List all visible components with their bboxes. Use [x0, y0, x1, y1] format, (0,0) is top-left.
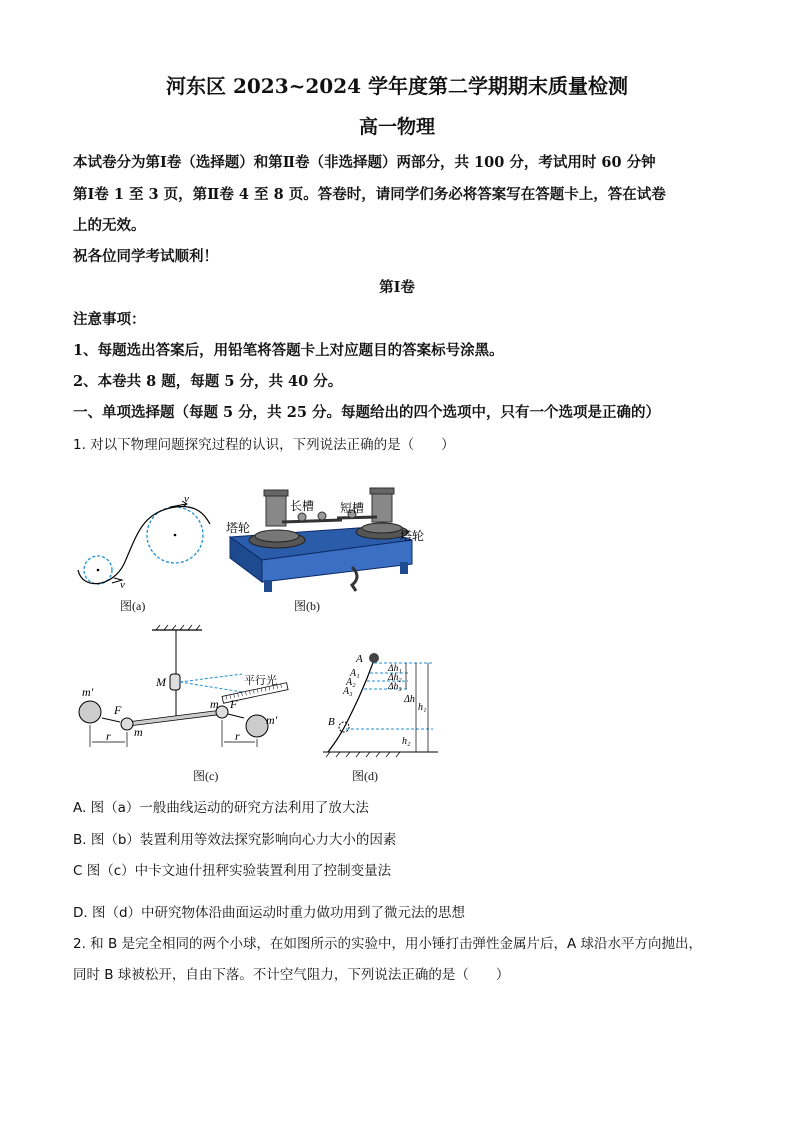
- fig-c-m-left: m: [134, 725, 143, 739]
- note-2: 2、本卷共 8 题，每题 5 分，共 40 分。: [73, 373, 343, 390]
- intro-line-1: 本试卷分为第Ⅰ卷（选择题）和第Ⅱ卷（非选择题）两部分，共 100 分，考试用时 60 分钟: [73, 154, 656, 171]
- fig-a-v-top: v: [184, 493, 189, 505]
- fig-d-dh1: Δh₁: [388, 664, 402, 674]
- fig-d-A: A: [356, 653, 363, 665]
- intro-line-2: 第Ⅰ卷 1 至 3 页，第Ⅱ卷 4 至 8 页。答卷时，请同学们务必将答案写在答题卡上，答在试卷: [73, 186, 666, 203]
- fig-d-h1: h₁: [418, 702, 427, 713]
- fig-d-A3: A₃: [343, 686, 353, 697]
- fig-c-light: 平行光: [244, 675, 277, 687]
- q2-line-2: 同时 B 球被松开，自由下落。不计空气阻力，下列说法正确的是（ ）: [73, 967, 510, 983]
- fig-c-mprime-left: m′: [82, 685, 94, 699]
- intro-line-3: 上的无效。: [73, 217, 146, 234]
- section-heading: 一、单项选择题（每题 5 分，共 25 分。每题给出的四个选项中，只有一个选项是正确的）: [73, 404, 660, 421]
- fig-d-dh: Δh: [404, 694, 415, 705]
- page-subtitle: 高一物理: [358, 116, 435, 138]
- fig-c-caption: 图(c): [193, 769, 219, 783]
- fig-c-r-left: r: [106, 729, 111, 743]
- fig-b-short-groove: 短槽: [340, 501, 365, 515]
- fig-c-mprime-right: m′: [266, 713, 278, 727]
- q1-option-d: D. 图（d）中研究物体沿曲面运动时重力做功用到了微元法的思想: [73, 905, 466, 921]
- q1-option-c: C 图（c）中卡文迪什扭秤实验装置利用了控制变量法: [73, 863, 392, 879]
- fig-a-caption: 图(a): [120, 599, 146, 613]
- fig-c-r-right: r: [235, 729, 240, 743]
- fig-d-A2: A₂: [346, 677, 356, 688]
- figure-a: [72, 490, 222, 590]
- q1-stem: 1. 对以下物理问题探究过程的认识，下列说法正确的是（ ）: [73, 437, 455, 453]
- figure-c: [72, 622, 302, 762]
- part-heading: 第Ⅰ卷: [379, 279, 415, 296]
- notes-title: 注意事项：: [73, 311, 146, 328]
- fig-c-F-left: F: [114, 703, 122, 717]
- fig-a-v-bottom: v: [120, 579, 125, 590]
- fig-d-h2: h₂: [402, 736, 411, 747]
- fig-d-B: B: [328, 716, 335, 728]
- intro-wish: 祝各位同学考试顺利！: [73, 248, 218, 265]
- fig-d-A1: A₁: [350, 668, 360, 679]
- q2-line-1: 2. 和 B 是完全相同的两个小球，在如图所示的实验中，用小锤打击弹性金属片后，A 球沿水平方向抛出，: [73, 936, 703, 952]
- fig-d-dh3: Δh₃: [388, 682, 402, 692]
- q1-option-b: B. 图（b）装置利用等效法探究影响向心力大小的因素: [73, 832, 397, 848]
- page-title: 河东区 2023~2024 学年度第二学期期末质量检测: [165, 74, 628, 98]
- fig-c-M: M: [156, 675, 166, 689]
- note-1: 1、每题选出答案后，用铅笔将答题卡上对应题目的答案标号涂黑。: [73, 342, 504, 359]
- fig-d-dh2: Δh₂: [388, 673, 402, 683]
- fig-b-wheel-left: 塔轮: [226, 521, 251, 535]
- figure-b: [222, 482, 432, 602]
- fig-b-caption: 图(b): [294, 599, 320, 613]
- fig-b-wheel-right: 塔轮: [400, 529, 425, 543]
- fig-d-caption: 图(d): [352, 769, 378, 783]
- fig-c-m-right: m: [210, 697, 219, 711]
- q1-option-a: A. 图（a）一般曲线运动的研究方法利用了放大法: [73, 800, 369, 816]
- figure-d: [318, 648, 448, 762]
- fig-b-long-groove: 长槽: [290, 499, 315, 513]
- fig-c-F-right: F: [230, 697, 238, 711]
